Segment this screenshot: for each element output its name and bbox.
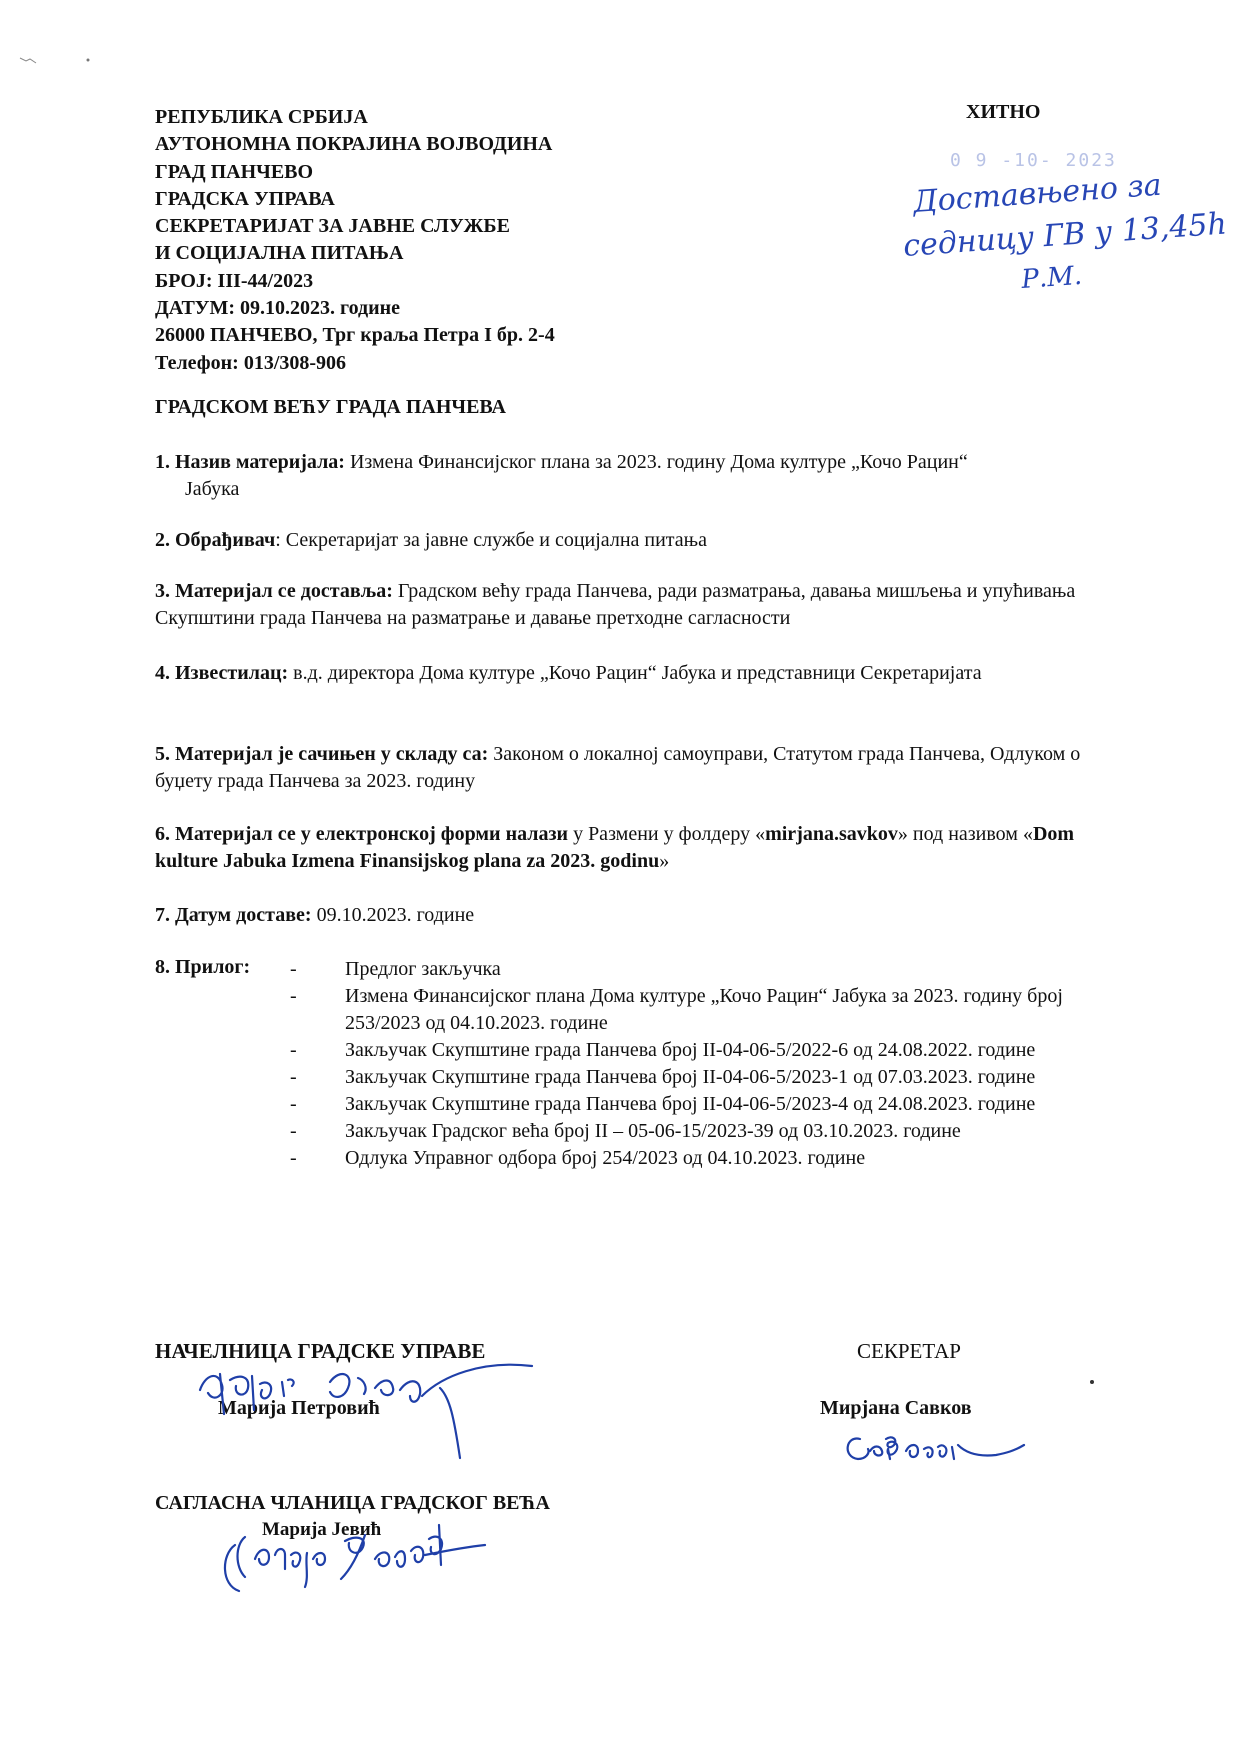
item-text: у Размени у фолдеру « bbox=[568, 823, 766, 845]
signatory-title-bottom: САГЛАСНА ЧЛАНИЦА ГРАДСКОГ ВЕЋА bbox=[155, 1492, 550, 1514]
item-text: Законом о локалној самоуправи, Статутом града Панчева, Одлуком о буџету града Панчева за 2023. годину bbox=[155, 743, 1081, 792]
list-item bbox=[290, 956, 1090, 983]
header-line: ДАТУМ: 09.10.2023. године bbox=[155, 297, 401, 320]
item-text: 09.10.2023. године bbox=[311, 904, 475, 926]
signatory-name-bottom: Марија Јевић bbox=[262, 1519, 382, 1540]
handwritten-signature-left bbox=[190, 1360, 570, 1450]
list-bullet: - bbox=[290, 985, 297, 1007]
addressee: ГРАДСКОМ ВЕЋУ ГРАДА ПАНЧЕВА bbox=[155, 396, 506, 418]
attachment-text: Закључак Скупштине града Панчева број II-04-06-5/2023-4 од 24.08.2023. године bbox=[345, 1093, 1036, 1115]
header-line: И СОЦИЈАЛНА ПИТАЊА bbox=[155, 242, 404, 265]
file-name: Dom kulture Jabuka Izmena Finansijskog plana za 2023. godinu bbox=[155, 823, 1075, 872]
item-delivered-to bbox=[155, 578, 1095, 632]
list-bullet: - bbox=[290, 958, 297, 980]
svg-text:Доставњено за: Доставњено за bbox=[912, 167, 1163, 220]
attachment-text: Одлука Управног одбора број 254/2023 од 04.10.2023. године bbox=[345, 1147, 866, 1169]
sender-header bbox=[155, 104, 555, 377]
item-processor bbox=[155, 527, 1095, 554]
folder-name: mirjana.savkov bbox=[765, 823, 898, 845]
signatory-title-right: СЕКРЕТАР bbox=[857, 1339, 961, 1363]
list-bullet: - bbox=[290, 1039, 297, 1061]
handwritten-signature-bottom bbox=[215, 1515, 495, 1605]
svg-text:седницу ГВ у 13,45h: седницу ГВ у 13,45h bbox=[902, 206, 1228, 264]
item-text: » под називом « bbox=[897, 823, 1033, 845]
header-line: ГРАД ПАНЧЕВО bbox=[155, 160, 314, 183]
urgent-label: ХИТНО bbox=[966, 101, 1041, 123]
list-item bbox=[290, 1091, 1090, 1118]
header-line: БРОЈ: III-44/2023 bbox=[155, 269, 314, 292]
item-compliance bbox=[155, 741, 1095, 795]
list-bullet: - bbox=[290, 1066, 297, 1088]
list-bullet: - bbox=[290, 1147, 297, 1169]
list-item bbox=[290, 1118, 1090, 1145]
scan-speck-mark bbox=[18, 52, 98, 72]
item-text: Измена Финансијског плана за 2023. годину Дома културе „Кочо Рацин“ bbox=[344, 451, 968, 473]
item-label: 1. Назив материјала: bbox=[155, 451, 345, 473]
header-line: 26000 ПАНЧЕВО, Трг краља Петра I бр. 2-4 bbox=[155, 324, 555, 347]
list-bullet: - bbox=[290, 1093, 297, 1115]
item-label: 3. Материјал се доставља: bbox=[155, 580, 393, 602]
signatory-name-left: Марија Петровић bbox=[218, 1397, 380, 1419]
svg-text:Р.М.: Р.М. bbox=[1020, 260, 1083, 295]
header-line: Телефон: 013/308-906 bbox=[155, 351, 347, 374]
item-text: : Секретаријат за јавне службе и социјална питања bbox=[275, 529, 708, 551]
attachment-text: Предлог закључка bbox=[345, 958, 501, 980]
attachments-label: 8. Прилог: bbox=[155, 956, 251, 978]
item-text-continued: Јабука bbox=[185, 478, 240, 500]
handwritten-receipt-note bbox=[900, 167, 1228, 300]
attachment-text: Измена Финансијског плана Дома културе „Кочо Рацин“ Јабука за 2023. годину број 253/2023 од 04.10.2023. године bbox=[345, 985, 1063, 1034]
item-material-name bbox=[155, 449, 1095, 503]
handwritten-signature-right bbox=[840, 1425, 1040, 1475]
list-item bbox=[290, 1145, 1090, 1172]
attachments-list bbox=[290, 956, 1090, 1172]
item-delivery-date bbox=[155, 902, 1095, 929]
attachment-text: Закључак Градског већа број II – 05-06-15/2023-39 од 03.10.2023. године bbox=[345, 1120, 961, 1142]
item-text: в.д. директора Дома културе „Кочо Рацин“ Јабука и представници Секретаријата bbox=[288, 662, 982, 684]
item-label: 7. Датум доставе: bbox=[155, 904, 312, 926]
item-label: 5. Материјал је сачињен у складу са: bbox=[155, 743, 489, 765]
received-stamp: 0 9 -10- 2023 bbox=[950, 150, 1117, 171]
item-electronic-location bbox=[155, 821, 1095, 875]
list-item bbox=[290, 983, 1090, 1037]
list-item bbox=[290, 1037, 1090, 1064]
header-line: РЕПУБЛИКА СРБИЈА bbox=[155, 106, 368, 128]
list-bullet: - bbox=[290, 1120, 297, 1142]
item-text: Градском већу града Панчева, ради разматрања, давања мишљења и упућивања Скупштини града Панчева на разматрање и давање претходне сагласности bbox=[155, 580, 1076, 629]
signatory-name-right: Мирјана Савков bbox=[820, 1397, 972, 1419]
item-label: 4. Известилац: bbox=[155, 662, 289, 684]
item-reporter bbox=[155, 660, 1095, 687]
header-line: ГРАДСКА УПРАВА bbox=[155, 187, 335, 210]
attachment-text: Закључак Скупштине града Панчева број II-04-06-5/2022-6 од 24.08.2022. године bbox=[345, 1039, 1036, 1061]
signatory-title-left: НАЧЕЛНИЦА ГРАДСКЕ УПРАВЕ bbox=[155, 1339, 486, 1363]
item-label: 2. Обрађивач bbox=[155, 529, 276, 551]
header-line: СЕКРЕТАРИЈАТ ЗА ЈАВНЕ СЛУЖБЕ bbox=[155, 215, 510, 238]
item-text: » bbox=[659, 850, 670, 872]
item-label: 6. Материјал се у електронској форми налази bbox=[155, 823, 569, 845]
attachment-text: Закључак Скупштине града Панчева број II-04-06-5/2023-1 од 07.03.2023. године bbox=[345, 1066, 1036, 1088]
scan-dot bbox=[1090, 1380, 1094, 1384]
list-item bbox=[290, 1064, 1090, 1091]
header-line: АУТОНОМНА ПОКРАЈИНА ВОЈВОДИНА bbox=[155, 133, 553, 156]
